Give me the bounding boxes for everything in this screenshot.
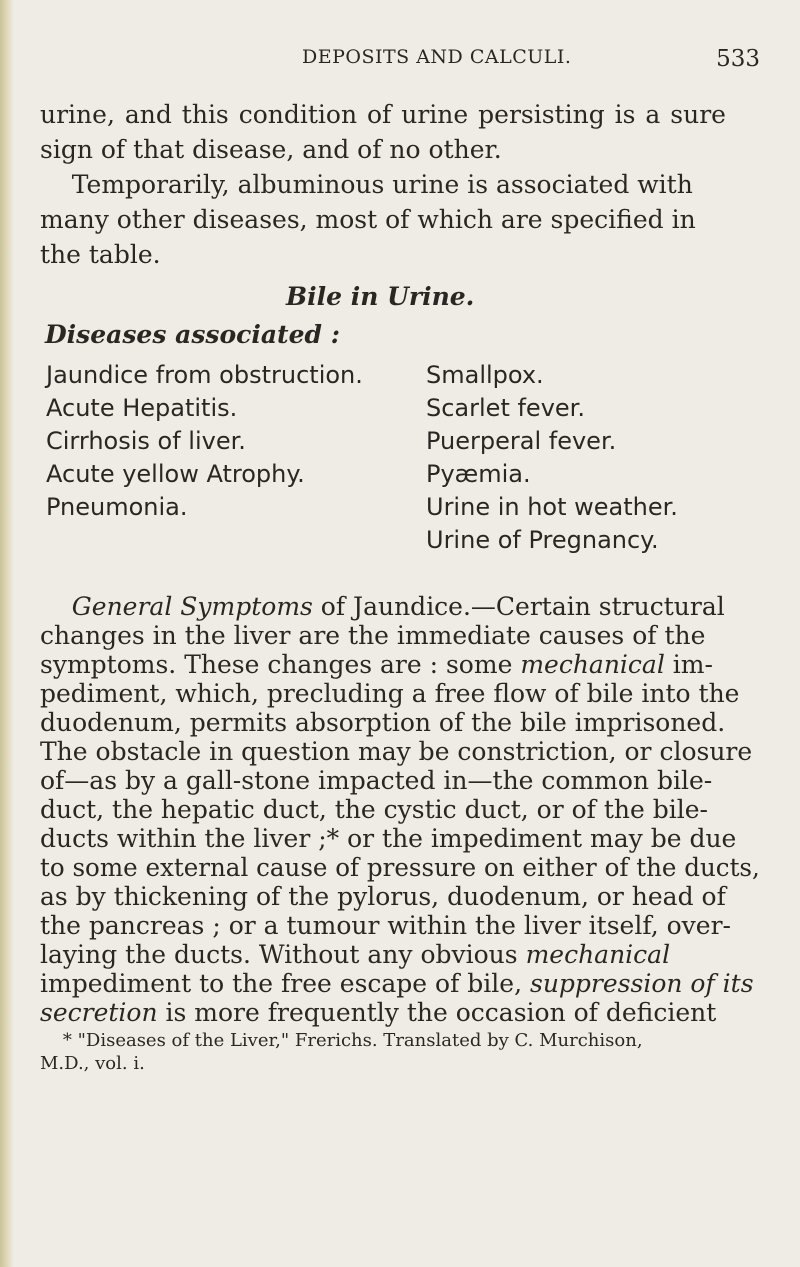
text-line: the table. <box>40 240 161 269</box>
text-line: as by thickening of the pylorus, duodenum, or head of <box>40 882 726 911</box>
disease-item: Pneumonia. <box>46 493 188 521</box>
page-number: 533 <box>716 46 760 72</box>
text-line: ducts within the liver ;* or the impediment may be due <box>40 824 737 853</box>
text-line: duct, the hepatic duct, the cystic duct, or of the bile- <box>40 795 708 824</box>
text-line: impediment to the free escape of bile, suppression of its <box>40 969 754 998</box>
disease-item: Smallpox. <box>426 361 544 389</box>
text-line: secretion is more frequently the occasion of deficient <box>40 998 717 1027</box>
text-line: to some external cause of pressure on either of the ducts, <box>40 853 760 882</box>
disease-item: Pyæmia. <box>426 460 531 488</box>
section-subtitle: Diseases associated : <box>45 320 340 349</box>
disease-item: Acute yellow Atrophy. <box>46 460 305 488</box>
text-line: General Symptoms of Jaundice.—Certain structural <box>71 592 725 621</box>
text-line: changes in the liver are the immediate causes of the <box>40 621 706 650</box>
footnote-line: * "Diseases of the Liver," Frerichs. Translated by C. Murchison, <box>40 1030 643 1051</box>
text-line: laying the ducts. Without any obvious mechanical <box>40 940 671 969</box>
running-head: DEPOSITS AND CALCULI. <box>302 46 572 68</box>
page-edge-shading <box>0 0 14 1267</box>
page-header <box>40 46 760 76</box>
text-line: pediment, which, precluding a free flow of bile into the <box>40 679 740 708</box>
disease-item: Jaundice from obstruction. <box>46 361 363 389</box>
text-line: sign of that disease, and of no other. <box>40 135 502 164</box>
text-line: duodenum, permits absorption of the bile imprisoned. <box>40 708 726 737</box>
text-line: urine, and this condition of urine persisting is a sure <box>40 100 726 129</box>
disease-item: Cirrhosis of liver. <box>46 427 246 455</box>
text-line: Temporarily, albuminous urine is associated with <box>40 170 693 199</box>
disease-item: Urine of Pregnancy. <box>426 526 659 554</box>
section-title: Bile in Urine. <box>286 282 475 311</box>
text-line: many other diseases, most of which are specified in <box>40 205 696 234</box>
text-line: of—as by a gall-stone impacted in—the common bile- <box>40 766 713 795</box>
disease-item: Urine in hot weather. <box>426 493 678 521</box>
disease-item: Scarlet fever. <box>426 394 585 422</box>
text-line: The obstacle in question may be constriction, or closure <box>40 737 753 766</box>
disease-item: Acute Hepatitis. <box>46 394 238 422</box>
text-line: symptoms. These changes are : some mechanical im- <box>40 650 713 679</box>
footnote-line: M.D., vol. i. <box>40 1053 145 1074</box>
disease-item: Puerperal fever. <box>426 427 617 455</box>
text-line: the pancreas ; or a tumour within the liver itself, over- <box>40 911 731 940</box>
